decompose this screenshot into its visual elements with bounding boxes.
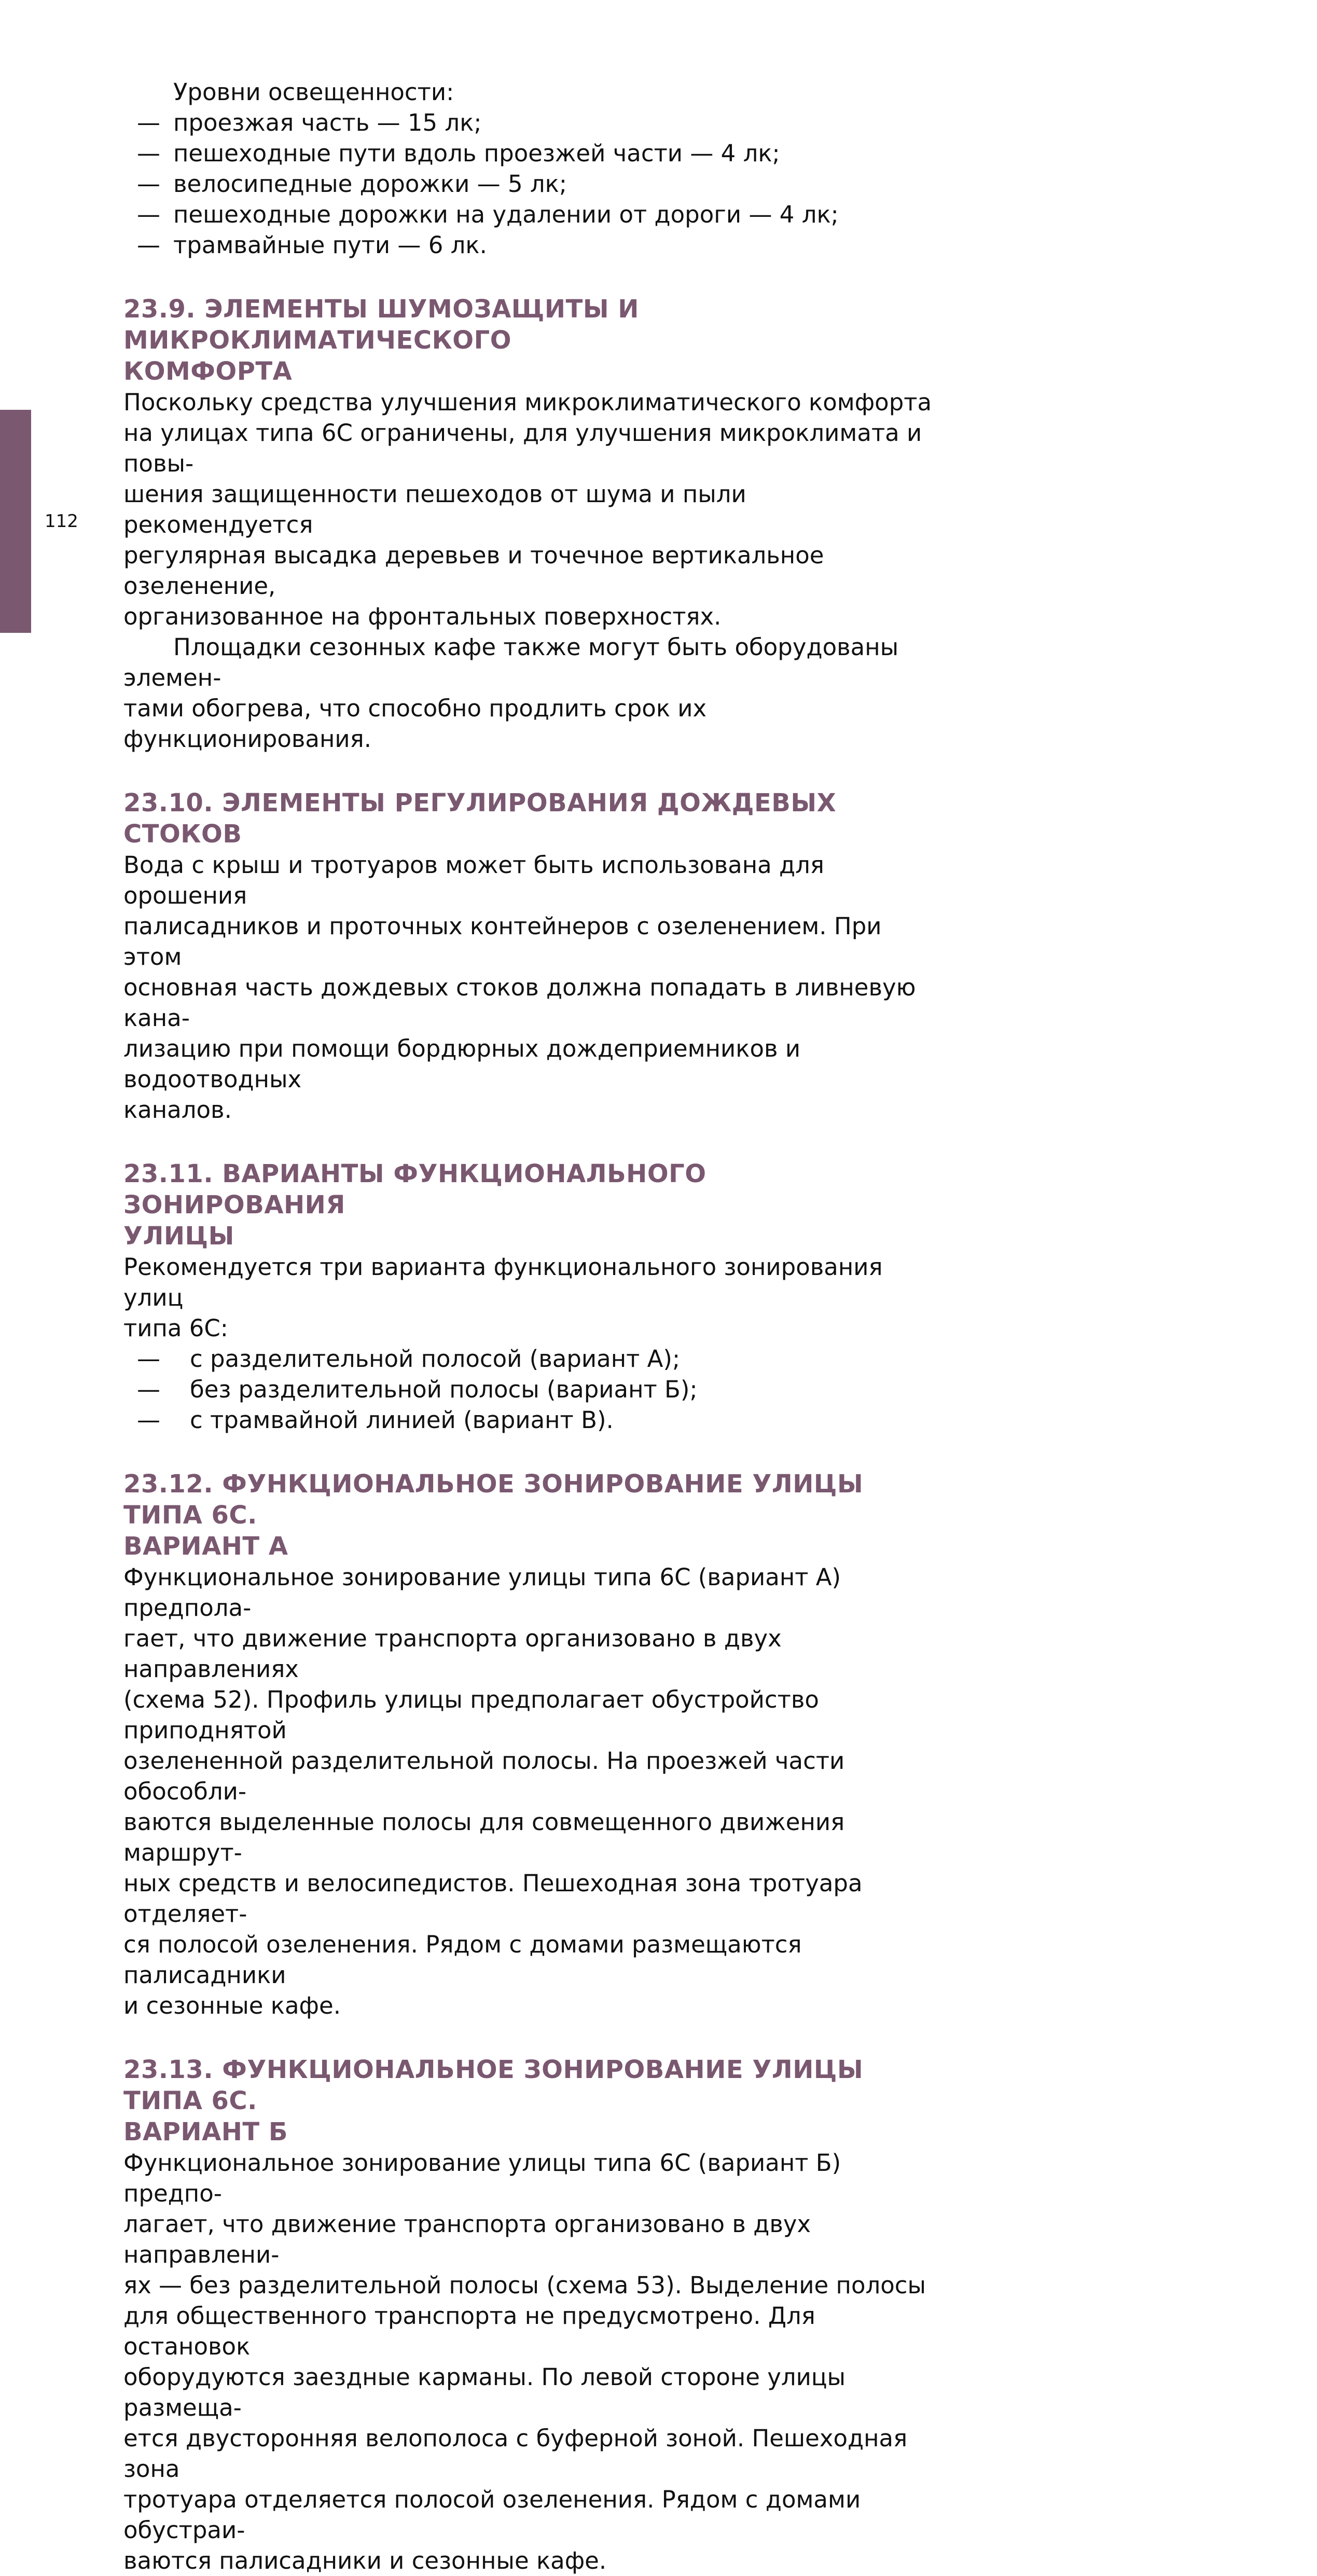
section-23-9-paragraph-1: Поскольку средства улучшения микроклиматического комфорта на улицах типа 6С ограничены, для улучшения микроклимата и повы- шения защищенности пешеходов от шума и пыли рекомендуется регулярная высадка деревьев и точечное вертикальное озеленение, организованное на фронтальных поверхностях. <box>123 389 932 630</box>
list-item: — трамвайные пути — 6 лк. <box>137 231 487 259</box>
list-item: — пешеходные пути вдоль проезжей части — 4 лк; <box>137 140 780 167</box>
lighting-list <box>123 107 933 260</box>
lighting-intro: Уровни освещенности: <box>173 78 454 106</box>
section-23-9-paragraph-2: Площадки сезонных кафе также могут быть оборудованы элемен- тами обогрева, что способно продлить срок их функционирования. <box>123 633 899 753</box>
list-item: — с разделительной полосой (вариант А); <box>137 1345 681 1373</box>
section-23-13-paragraph: Функциональное зонирование улицы типа 6С (вариант Б) предпо- лагает, что движение транспорта организовано в двух направлени- ях — без разделительной полосы (схема 53). Выделение полосы для общественного транспорта не предусмотрено. Для остановок оборудуются заездные карманы. По левой стороне улицы размеща- ется двусторонняя велополоса с буферной зоной. Пешеходная зона тротуара отделяется полосой озеленения. Рядом с домами обустраи- ваются палисадники и сезонные кафе. <box>123 2149 926 2574</box>
page-number: 112 <box>45 511 78 532</box>
section-heading-23-9: 23.9. ЭЛЕМЕНТЫ ШУМОЗАЩИТЫ И МИКРОКЛИМАТИЧЕСКОГО КОМФОРТА <box>123 295 639 386</box>
list-item: — велосипедные дорожки — 5 лк; <box>137 170 567 198</box>
section-heading-23-10: 23.10. ЭЛЕМЕНТЫ РЕГУЛИРОВАНИЯ ДОЖДЕВЫХ СТОКОВ <box>123 788 837 849</box>
section-heading-23-13: 23.13. ФУНКЦИОНАЛЬНОЕ ЗОНИРОВАНИЕ УЛИЦЫ ТИПА 6С. ВАРИАНТ Б <box>123 2055 864 2146</box>
list-item: — с трамвайной линией (вариант В). <box>137 1406 614 1434</box>
section-23-11-paragraph: Рекомендуется три варианта функционального зонирования улиц типа 6С: <box>123 1253 883 1342</box>
section-heading-23-12: 23.12. ФУНКЦИОНАЛЬНОЕ ЗОНИРОВАНИЕ УЛИЦЫ ТИПА 6С. ВАРИАНТ А <box>123 1470 864 1561</box>
variants-list <box>123 1344 933 1435</box>
list-item: — пешеходные дорожки на удалении от дороги — 4 лк; <box>137 201 839 228</box>
list-item: — без разделительной полосы (вариант Б); <box>137 1376 698 1403</box>
side-tab-marker <box>0 410 31 633</box>
section-heading-23-11: 23.11. ВАРИАНТЫ ФУНКЦИОНАЛЬНОГО ЗОНИРОВАНИЯ УЛИЦЫ <box>123 1159 706 1251</box>
section-23-12-paragraph: Функциональное зонирование улицы типа 6С (вариант А) предпола- гает, что движение транспорта организовано в двух направлениях (схема 52). Профиль улицы предполагает обустройство приподнятой озелененной разделительной полосы. На проезжей части обособли- ваются выделенные полосы для совмещенного движения маршрут- ных средств и велосипедистов. Пешеходная зона тротуара отделяет- ся полосой озеленения. Рядом с домами размещаются палисадники и сезонные кафе. <box>123 1563 863 2019</box>
list-item: — проезжая часть — 15 лк; <box>137 109 482 136</box>
section-23-10-paragraph: Вода с крыш и тротуаров может быть использована для орошения палисадников и проточных контейнеров с озеленением. При этом основная часть дождевых стоков должна попадать в ливневую кана- лизацию при помощи бордюрных дождеприемников и водоотводных каналов. <box>123 851 916 1124</box>
page-content <box>123 77 933 2576</box>
